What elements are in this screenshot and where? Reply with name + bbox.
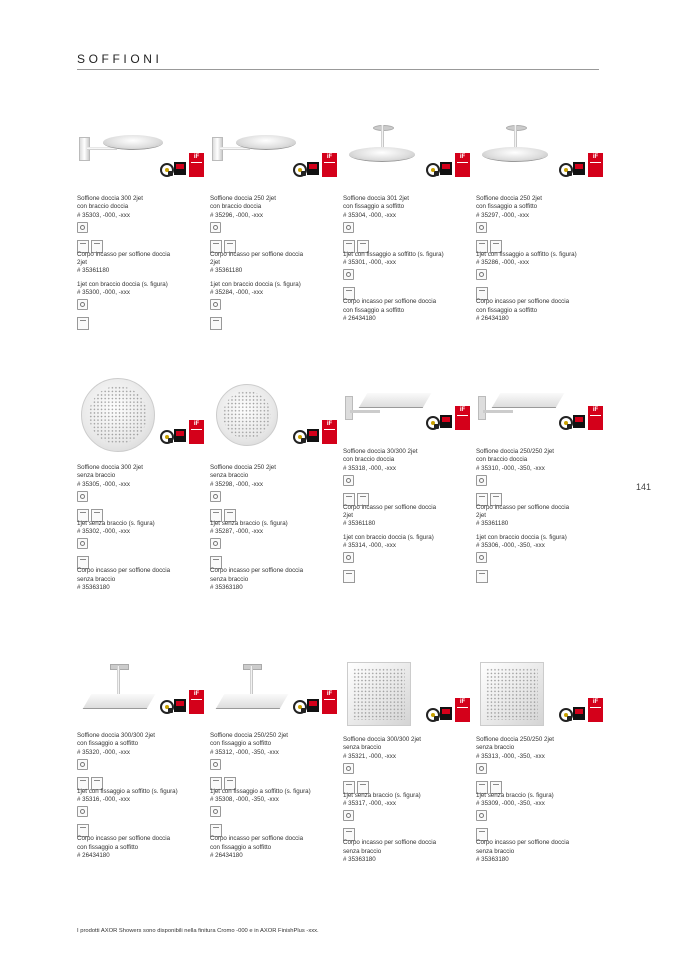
installation-icons [210,491,335,517]
wall-plate [345,396,353,420]
product-card [77,378,202,592]
red-dot-award-icon [174,162,186,175]
text-line: con fissaggio a soffitto [343,306,405,314]
product-title [77,464,202,489]
if-design-award-icon [455,153,470,177]
spray-mode-icon [343,552,354,563]
text-line: senza braccio [210,575,249,583]
footnote: I prodotti AXOR Showers sono disponibili nella finitura Cromo -000 e in AXOR FinishPlus -xxx. [77,928,319,934]
shower-head [103,135,163,150]
nozzle-pattern [353,668,405,720]
text-line: # 35296, -000, -xxx [210,211,263,219]
product-image [210,378,335,450]
product-title [476,448,601,473]
text-line: Corpo incasso per soffione doccia [343,298,437,306]
wall-plate-icon [343,570,355,583]
if-award-label: iF [459,154,466,160]
text-line: Soffione doccia 250 2jet [210,195,276,202]
good-design-award-icon [559,708,573,722]
text-line: Soffione doccia 30/300 2jet [343,448,418,455]
text-line: Corpo incasso per soffione doccia [210,567,304,575]
product-title [343,448,468,473]
text-line: con fissaggio a soffitto [210,843,272,851]
text-line: 1jet senza braccio (s. figura) [210,519,288,527]
if-award-label: iF [193,421,200,427]
product-variant [476,251,601,268]
product-variant [343,534,468,551]
text-line: # 35318, -000, -xxx [343,464,396,472]
text-line: con fissaggio a soffitto [476,203,538,211]
good-design-award-icon [293,163,307,177]
text-line: con braccio doccia [343,456,395,464]
product-variant [476,504,601,529]
text-line: # 35308, -000, -350, -xxx [210,796,279,804]
product-image [343,662,468,724]
product-card [77,662,202,860]
text-line: con braccio doccia [77,203,129,211]
if-award-label: iF [592,407,599,413]
ceiling-pipe [250,666,253,694]
installation-icons [210,538,335,564]
product-variant [343,504,468,529]
text-line: # 35297, -000, -xxx [476,211,529,219]
if-award-label: iF [326,691,333,697]
if-award-label: iF [459,699,466,705]
installation-icons [343,475,468,501]
product-image [343,125,468,185]
spacer [210,185,335,195]
text-line: # 35361180 [476,520,509,528]
product-title [210,464,335,489]
installation-icons [343,810,468,836]
product-card [343,378,468,581]
spray-mode-icon [210,759,221,770]
text-line: con braccio doccia [210,203,262,211]
shower-head [83,694,156,709]
text-line: # 35363180 [476,856,509,864]
product-variant [77,251,202,276]
if-award-label: iF [326,154,333,160]
red-dot-award-icon [174,429,186,442]
spray-mode-icon [343,269,354,280]
text-line: senza braccio [77,575,116,583]
spray-mode-icon [210,222,221,233]
nozzle-pattern [89,386,147,444]
spray-mode-icon [343,763,354,774]
red-dot-award-icon [307,699,319,712]
spray-mode-icon [210,806,221,817]
text-line: # 35302, -000, -xxx [77,528,130,536]
text-line: 1jet con braccio doccia (s. figura) [77,280,168,288]
product-variant [343,298,468,323]
installation-icons [476,222,601,248]
shower-head [216,694,289,709]
spray-mode-icon [77,538,88,549]
if-design-award-icon [189,420,204,444]
text-line: # 35312, -000, -350, -xxx [210,748,279,756]
text-line: # 35363180 [77,584,110,592]
installation-icons [77,538,202,564]
product-variant [343,251,468,268]
text-line: 1jet con fissaggio a soffitto (s. figura) [476,250,577,258]
spray-mode-icon [77,759,88,770]
product-title [476,195,601,220]
text-line: # 35313, -000, -350, -xxx [476,752,545,760]
text-line: # 35320, -000, -xxx [77,748,130,756]
text-line: # 35306, -000, -350, -xxx [476,542,545,550]
if-design-award-icon [322,690,337,714]
good-design-award-icon [559,416,573,430]
red-dot-award-icon [307,162,319,175]
text-line: senza braccio [343,744,382,752]
spacer [476,185,601,195]
product-image [210,125,335,185]
text-line: con fissaggio a soffitto [210,740,272,748]
product-variant [476,792,601,809]
product-variant [210,281,335,298]
text-line: 2jet [77,259,87,267]
shower-head [482,147,548,162]
red-dot-award-icon [573,415,585,428]
nozzle-pattern [486,668,538,720]
red-dot-award-icon [573,707,585,720]
product-image [77,662,202,722]
text-line: # 35304, -000, -xxx [343,211,396,219]
installation-icons [77,806,202,832]
text-line: # 35298, -000, -xxx [210,480,263,488]
spray-mode-icon [77,806,88,817]
if-award-label: iF [459,407,466,413]
title-divider [77,69,599,70]
wall-plate-icon [210,317,222,330]
product-variant [210,251,335,276]
shower-head-face [347,662,411,726]
text-line: Soffione doccia 250 2jet [476,195,542,202]
wall-plate-icon [476,570,488,583]
spacer [210,722,335,732]
text-line: Soffione doccia 300 2jet [77,464,143,471]
shower-head [236,135,296,150]
text-line: # 35321, -000, -xxx [343,752,396,760]
text-line: senza braccio [476,744,515,752]
shower-head [492,393,565,408]
spacer [476,438,601,448]
spray-mode-icon [77,491,88,502]
spray-mode-icon [476,763,487,774]
text-line: # 35361180 [77,267,110,275]
page-title: SOFFIONI [77,52,163,66]
wall-plate-icon [77,317,89,330]
shower-arm [483,410,513,413]
product-image [476,662,601,724]
text-line: 1jet con fissaggio a soffitto (s. figura) [77,787,178,795]
text-line: # 35303, -000, -xxx [77,211,130,219]
product-variant [77,520,202,537]
product-image [476,378,601,438]
product-title [476,736,601,761]
good-design-award-icon [426,163,440,177]
product-card [210,662,335,860]
if-design-award-icon [322,420,337,444]
spray-mode-icon [343,810,354,821]
installation-icons [77,222,202,248]
if-design-award-icon [588,153,603,177]
text-line: 1jet senza braccio (s. figura) [77,519,155,527]
text-line: Soffione doccia 300 2jet [77,195,143,202]
spacer [77,185,202,195]
text-line: senza braccio [77,472,116,480]
installation-icons [77,759,202,785]
installation-icons [476,763,601,789]
text-line: Corpo incasso per soffione doccia [476,503,570,511]
text-line: 1jet con braccio doccia (s. figura) [476,533,567,541]
text-line: Corpo incasso per soffione doccia [343,503,437,511]
text-line: 1jet senza braccio (s. figura) [476,791,554,799]
product-card [343,662,468,864]
red-dot-award-icon [174,699,186,712]
text-line: # 35314, -000, -xxx [343,542,396,550]
text-line: senza braccio [476,847,515,855]
spray-mode-icon [476,810,487,821]
shower-head-face [216,384,278,446]
text-line: # 35363180 [210,584,243,592]
installation-icons [476,475,601,501]
text-line: # 35361180 [210,267,243,275]
text-line: 2jet [476,512,486,520]
text-line: Corpo incasso per soffione doccia [77,835,171,843]
product-title [210,732,335,757]
good-design-award-icon [160,163,174,177]
product-variant [343,839,468,864]
spray-mode-icon [210,491,221,502]
ceiling-pipe [117,666,120,694]
red-dot-award-icon [307,429,319,442]
product-variant [210,788,335,805]
product-image [343,378,468,438]
good-design-award-icon [160,430,174,444]
good-design-award-icon [426,416,440,430]
installation-icons [343,763,468,789]
red-dot-award-icon [440,415,452,428]
if-award-label: iF [592,699,599,705]
product-variant [343,792,468,809]
text-line: # 26434180 [210,852,243,860]
product-card [343,125,468,323]
text-line: 1jet con braccio doccia (s. figura) [210,280,301,288]
text-line: con fissaggio a soffitto [77,843,139,851]
shower-head [349,147,415,162]
good-design-award-icon [559,163,573,177]
product-variant [476,839,601,864]
if-award-label: iF [326,421,333,427]
text-line: 1jet con fissaggio a soffitto (s. figura) [343,250,444,258]
product-title [343,195,468,220]
text-line: Corpo incasso per soffione doccia [77,567,171,575]
product-card [210,378,335,592]
text-line: senza braccio [210,472,249,480]
installation-icons [210,806,335,832]
product-variant [77,788,202,805]
text-line: con braccio doccia [476,456,528,464]
product-card [210,125,335,328]
text-line: con fissaggio a soffitto [343,203,405,211]
installation-icons [77,491,202,517]
spray-mode-icon [343,475,354,486]
text-line: 1jet con fissaggio a soffitto (s. figura) [210,787,311,795]
text-line: Corpo incasso per soffione doccia [210,835,304,843]
product-title [77,195,202,220]
shower-head-face [81,378,155,452]
text-line: # 35363180 [343,856,376,864]
red-dot-award-icon [440,162,452,175]
if-design-award-icon [588,698,603,722]
text-line: # 35286, -000, -xxx [476,259,529,267]
product-variant [210,567,335,592]
text-line: 2jet [343,512,353,520]
text-line: # 35361180 [343,520,376,528]
text-line: # 35284, -000, -xxx [210,289,263,297]
text-line: # 35287, -000, -xxx [210,528,263,536]
product-variant [210,520,335,537]
spacer [77,450,202,464]
product-variant [77,281,202,298]
text-line: # 35301, -000, -xxx [343,259,396,267]
text-line: # 35305, -000, -xxx [77,480,130,488]
text-line: 1jet con braccio doccia (s. figura) [343,533,434,541]
text-line: # 35309, -000, -350, -xxx [476,800,545,808]
product-image [476,125,601,185]
product-variant [210,835,335,860]
shower-head [359,393,432,408]
text-line: # 26434180 [343,315,376,323]
text-line: # 35316, -000, -xxx [77,796,130,804]
nozzle-pattern [223,391,271,439]
text-line: # 26434180 [77,852,110,860]
spacer [343,185,468,195]
installation-icons [210,222,335,248]
product-variant [77,835,202,860]
red-dot-award-icon [573,162,585,175]
spray-mode-icon [476,222,487,233]
product-image [77,125,202,185]
text-line: Soffione doccia 250 2jet [210,464,276,471]
text-line: Soffione doccia 300/300 2jet [343,736,421,743]
installation-icons [343,552,468,578]
good-design-award-icon [160,700,174,714]
spray-mode-icon [210,299,221,310]
red-dot-award-icon [440,707,452,720]
product-card [476,378,601,581]
spacer [77,722,202,732]
text-line: Soffione doccia 300/300 2jet [77,732,155,739]
spray-mode-icon [476,552,487,563]
wall-plate [478,396,486,420]
text-line: 2jet [210,259,220,267]
product-variant [476,298,601,323]
product-title [77,732,202,757]
text-line: Soffione doccia 250/250 2jet [476,448,554,455]
spacer [343,438,468,448]
good-design-award-icon [426,708,440,722]
shower-arm [350,410,380,413]
installation-icons [77,299,202,325]
text-line: Soffione doccia 250/250 2jet [476,736,554,743]
text-line: Soffione doccia 250/250 2jet [210,732,288,739]
page-number: 141 [636,482,652,492]
installation-icons [476,552,601,578]
product-title [343,736,468,761]
if-design-award-icon [455,698,470,722]
text-line: # 35300, -000, -xxx [77,289,130,297]
product-card [476,662,601,864]
product-image [210,662,335,722]
product-variant [476,534,601,551]
if-design-award-icon [322,153,337,177]
text-line: Corpo incasso per soffione doccia [476,298,570,306]
text-line: con fissaggio a soffitto [476,306,538,314]
good-design-award-icon [293,700,307,714]
if-design-award-icon [588,406,603,430]
product-card [476,125,601,323]
product-image [77,378,202,450]
good-design-award-icon [293,430,307,444]
text-line: Soffione doccia 301 2jet [343,195,409,202]
spray-mode-icon [210,538,221,549]
if-award-label: iF [193,154,200,160]
product-card [77,125,202,328]
product-title [210,195,335,220]
text-line: Corpo incasso per soffione doccia [343,839,437,847]
spray-mode-icon [77,299,88,310]
text-line: # 26434180 [476,315,509,323]
shower-head-face [480,662,544,726]
spacer [210,450,335,464]
installation-icons [343,222,468,248]
if-design-award-icon [189,153,204,177]
text-line: Corpo incasso per soffione doccia [77,250,171,258]
installation-icons [210,759,335,785]
text-line: # 35317, -000, -xxx [343,800,396,808]
spray-mode-icon [476,269,487,280]
installation-icons [476,269,601,295]
installation-icons [476,810,601,836]
spray-mode-icon [343,222,354,233]
installation-icons [343,269,468,295]
text-line: # 35310, -000, -350, -xxx [476,464,545,472]
text-line: Corpo incasso per soffione doccia [210,250,304,258]
installation-icons [210,299,335,325]
text-line: Corpo incasso per soffione doccia [476,839,570,847]
text-line: con fissaggio a soffitto [77,740,139,748]
if-design-award-icon [455,406,470,430]
if-award-label: iF [592,154,599,160]
spray-mode-icon [476,475,487,486]
spray-mode-icon [77,222,88,233]
if-design-award-icon [189,690,204,714]
text-line: senza braccio [343,847,382,855]
product-variant [77,567,202,592]
if-award-label: iF [193,691,200,697]
text-line: 1jet senza braccio (s. figura) [343,791,421,799]
